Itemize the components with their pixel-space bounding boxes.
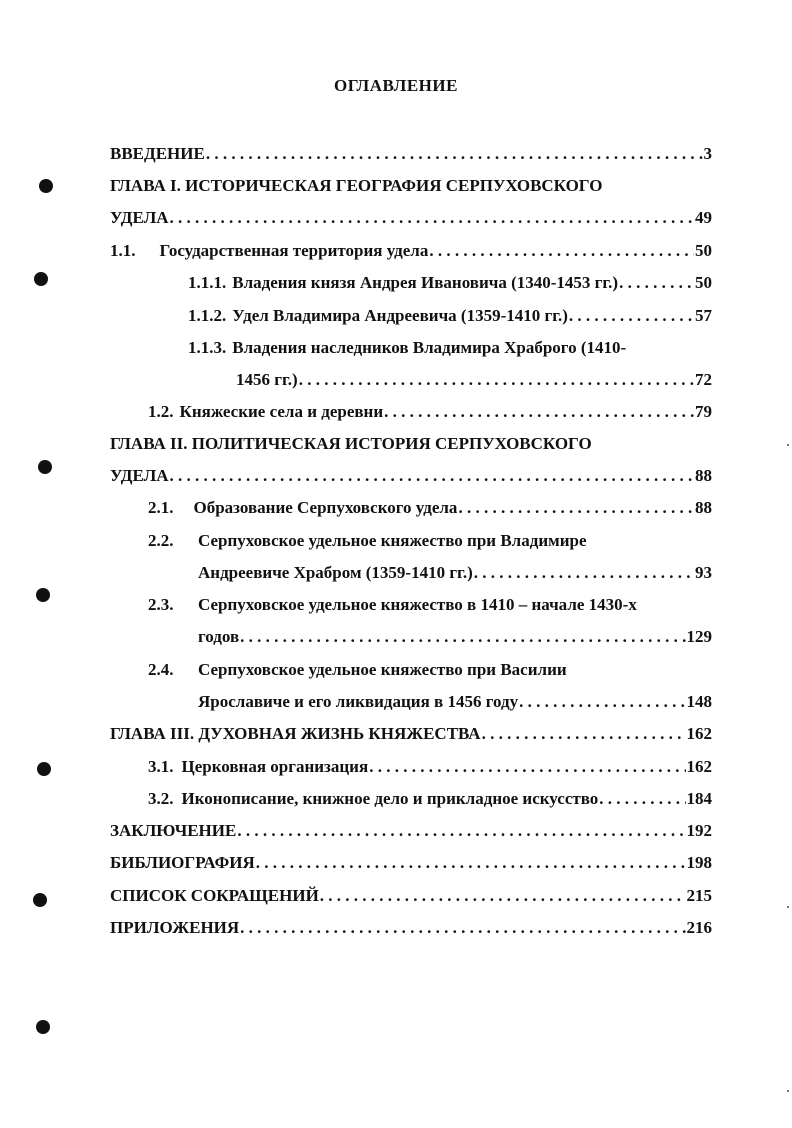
- punch-hole-mark: [37, 762, 51, 776]
- toc-entry-text: Княжеские села и деревни: [179, 402, 384, 421]
- toc-entry-text: Церковная организация: [181, 757, 369, 776]
- toc-entry-number: 1.1.2.: [188, 306, 227, 325]
- leader-dots: [569, 305, 694, 327]
- toc-entry-conclusion[interactable]: [110, 820, 712, 842]
- punch-hole-mark: [36, 588, 50, 602]
- leader-dots: [240, 626, 685, 648]
- toc-entry-text: Андреевиче Храбром (1359-1410 гг.): [198, 563, 473, 582]
- toc-entry-page: 184: [686, 789, 712, 808]
- toc-entry-2-4[interactable]: [198, 691, 712, 713]
- leader-dots: [599, 788, 685, 810]
- leader-dots: [474, 562, 694, 584]
- toc-entry-text: Серпуховское удельное княжество при Владимире: [198, 531, 587, 550]
- leader-dots: [170, 207, 694, 229]
- punch-hole-mark: [34, 272, 48, 286]
- toc-entry-text: СПИСОК СОКРАЩЕНИЙ: [110, 886, 319, 905]
- toc-entry-1-2[interactable]: [148, 401, 712, 423]
- toc-entry-introduction[interactable]: [110, 143, 712, 165]
- toc-entry-number: 2.4.: [148, 660, 174, 679]
- toc-entry-text: БИБЛИОГРАФИЯ: [110, 853, 255, 872]
- toc-entry-page: 72: [695, 370, 712, 389]
- toc-entry-number: 1.1.3.: [188, 338, 227, 357]
- leader-dots: [256, 852, 686, 874]
- toc-entry-3-1[interactable]: [148, 756, 712, 778]
- toc-entry-page: 162: [686, 724, 712, 743]
- toc-entry-chapter-2-line1[interactable]: [110, 433, 592, 455]
- leader-dots: [384, 401, 694, 423]
- toc-title: ОГЛАВЛЕНИЕ: [334, 76, 458, 95]
- scan-speck: [787, 444, 789, 446]
- toc-entry-page: 57: [695, 306, 712, 325]
- toc-entry-text: ГЛАВА I. ИСТОРИЧЕСКАЯ ГЕОГРАФИЯ СЕРПУХОВСКОГО: [110, 176, 603, 195]
- leader-dots: [206, 143, 703, 165]
- toc-entry-2-1[interactable]: [148, 497, 712, 519]
- toc-entry-appendices[interactable]: [110, 917, 712, 939]
- toc-entry-number: 1.1.: [110, 241, 136, 260]
- leader-dots: [429, 240, 694, 262]
- toc-entry-text: Серпуховское удельное княжество в 1410 – начале 1430-х: [198, 595, 637, 614]
- toc-entry-text: Серпуховское удельное княжество при Василии: [198, 660, 567, 679]
- leader-dots: [299, 369, 694, 391]
- toc-entry-1-1-2[interactable]: [188, 305, 712, 327]
- toc-entry-abbreviations[interactable]: [110, 885, 712, 907]
- toc-entry-number: 1.2.: [148, 402, 174, 421]
- leader-dots: [369, 756, 685, 778]
- leader-dots: [240, 917, 685, 939]
- toc-entry-text: УДЕЛА: [110, 466, 169, 485]
- toc-entry-number: 2.1.: [148, 498, 174, 517]
- punch-hole-mark: [39, 179, 53, 193]
- toc-entry-2-2-line1[interactable]: [148, 530, 587, 552]
- toc-entry-page: 129: [686, 627, 712, 646]
- toc-entry-page: 93: [695, 563, 712, 582]
- toc-entry-page: 192: [686, 821, 712, 840]
- toc-entry-page: 50: [695, 273, 712, 292]
- toc-entry-page: 88: [695, 498, 712, 517]
- toc-entry-text: Ярославиче и его ликвидация в 1456 году: [198, 692, 519, 711]
- toc-entry-page: 215: [686, 886, 712, 905]
- toc-entry-chapter-2[interactable]: [110, 465, 712, 487]
- toc-entry-number: 1.1.1.: [188, 273, 227, 292]
- leader-dots: [237, 820, 685, 842]
- leader-dots: [170, 465, 694, 487]
- toc-entry-text: 1456 гг.): [236, 370, 298, 389]
- toc-entry-1-1-3[interactable]: [236, 369, 712, 391]
- toc-entry-2-3[interactable]: [198, 626, 712, 648]
- toc-entry-chapter-1-line1[interactable]: [110, 175, 602, 197]
- toc-entry-page: 49: [695, 208, 712, 227]
- toc-entry-page: 88: [695, 466, 712, 485]
- toc-entry-page: 148: [686, 692, 712, 711]
- punch-hole-mark: [38, 460, 52, 474]
- toc-entry-3-2[interactable]: [148, 788, 712, 810]
- toc-entry-text: Иконописание, книжное дело и прикладное искусство: [181, 789, 599, 808]
- toc-entry-1-1-3-line1[interactable]: [188, 337, 626, 359]
- toc-entry-text: Удел Владимира Андреевича (1359-1410 гг.): [232, 306, 568, 325]
- toc-entry-text: Образование Серпуховского удела: [193, 498, 458, 517]
- toc-entry-2-2[interactable]: [198, 562, 712, 584]
- scan-speck: [787, 906, 789, 908]
- toc-entry-page: 162: [686, 757, 712, 776]
- leader-dots: [482, 723, 686, 745]
- toc-entry-page: 79: [695, 402, 712, 421]
- toc-entry-text: ГЛАВА II. ПОЛИТИЧЕСКАЯ ИСТОРИЯ СЕРПУХОВСКОГО: [110, 434, 592, 453]
- toc-entry-2-4-line1[interactable]: [148, 659, 567, 681]
- leader-dots: [619, 272, 694, 294]
- toc-entry-number: 3.1.: [148, 757, 174, 776]
- toc-entry-text: Государственная территория удела: [159, 241, 429, 260]
- punch-hole-mark: [36, 1020, 50, 1034]
- toc-entry-bibliography[interactable]: [110, 852, 712, 874]
- toc-entry-1-1[interactable]: [110, 240, 712, 262]
- toc-entry-page: 50: [695, 241, 712, 260]
- toc-entry-1-1-1[interactable]: [188, 272, 712, 294]
- toc-entry-page: 198: [686, 853, 712, 872]
- toc-entry-number: 2.2.: [148, 531, 174, 550]
- toc-entry-text: УДЕЛА: [110, 208, 169, 227]
- toc-entry-text: Владения князя Андрея Ивановича (1340-1453 гг.): [232, 273, 619, 292]
- toc-entry-text: ВВЕДЕНИЕ: [110, 144, 205, 163]
- toc-entry-2-3-line1[interactable]: [148, 594, 637, 616]
- toc-entry-number: 3.2.: [148, 789, 174, 808]
- punch-hole-mark: [33, 893, 47, 907]
- toc-entry-chapter-1[interactable]: [110, 207, 712, 229]
- leader-dots: [519, 691, 685, 713]
- toc-entry-page: 216: [686, 918, 712, 937]
- toc-entry-page: 3: [703, 144, 712, 163]
- toc-entry-text: ГЛАВА III. ДУХОВНАЯ ЖИЗНЬ КНЯЖЕСТВА: [110, 724, 481, 743]
- scan-speck: [787, 1090, 789, 1092]
- toc-entry-text: Владения наследников Владимира Храброго (1410-: [232, 338, 627, 357]
- toc-entry-text: годов: [198, 627, 240, 646]
- leader-dots: [320, 885, 686, 907]
- toc-entry-text: ЗАКЛЮЧЕНИЕ: [110, 821, 237, 840]
- leader-dots: [458, 497, 694, 519]
- toc-entry-chapter-3[interactable]: [110, 723, 712, 745]
- toc-entry-number: 2.3.: [148, 595, 174, 614]
- toc-entry-text: ПРИЛОЖЕНИЯ: [110, 918, 240, 937]
